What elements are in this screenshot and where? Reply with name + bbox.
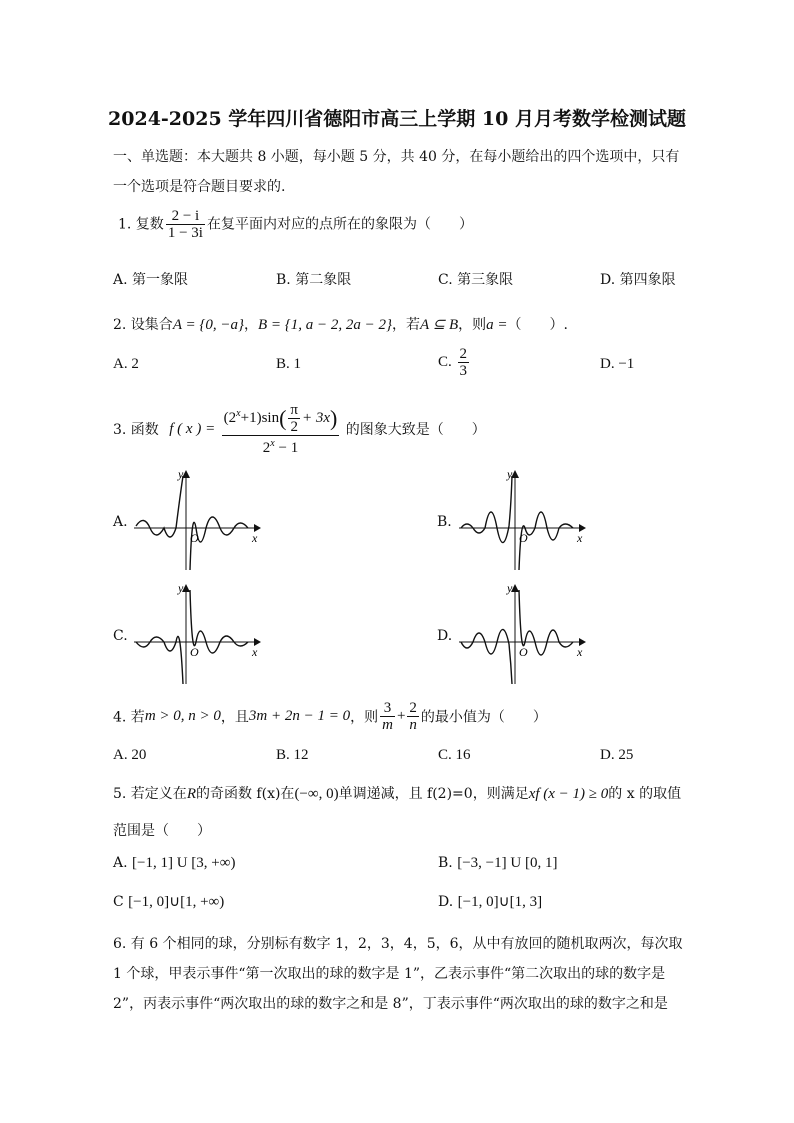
q2-option-d: D. −1 [600, 356, 635, 372]
q2-condition: A ⊆ B [419, 317, 459, 333]
q5-line2: 范围是（ ） [113, 823, 211, 839]
origin-label: O [190, 531, 199, 545]
q2-ask: a = [486, 317, 508, 333]
origin-label: O [519, 645, 528, 659]
q5-option-d-value: [−1, 0]∪[1, 3] [457, 894, 543, 910]
q5-option-b-label: B. [438, 855, 453, 871]
x-axis-label: x [252, 645, 258, 659]
q4-option-c: C. 16 [438, 747, 471, 763]
q3-graph-a [130, 466, 265, 574]
question-2 [113, 314, 568, 334]
q5-R: R [186, 786, 196, 802]
q3-fraction [222, 402, 340, 456]
q4-cond1: m > 0, n > 0 [144, 708, 221, 724]
q3-lhs: f ( x ) = [169, 420, 216, 437]
q4-option-a: A. 20 [113, 747, 147, 763]
q4-option-d: D. 25 [600, 747, 634, 763]
question-3 [113, 402, 486, 456]
y-axis-label: y [178, 581, 184, 595]
q5-interval: (−∞, 0) [294, 786, 339, 802]
q3-graph-c [130, 580, 265, 688]
q1-option-c: C. 第三象限 [438, 272, 514, 288]
q2-sep: ， [243, 317, 258, 333]
q4-mid: ，且 [220, 709, 249, 726]
q2-mid2: ，则 [458, 317, 487, 333]
curve-left [136, 636, 183, 684]
q3-inner-num: π [290, 402, 298, 419]
q3-den-a: 2 [262, 440, 271, 457]
q1-frac-den: 1 − 3i [167, 225, 203, 241]
q5-option-a [113, 855, 235, 872]
question-1 [118, 208, 473, 241]
q1-option-d: D. 第四象限 [600, 272, 676, 288]
q3-inner-den: 2 [290, 419, 298, 436]
q2-mid: ，若 [391, 317, 420, 333]
question-4 [113, 700, 547, 733]
q4-frac-1-num: 3 [380, 700, 395, 717]
q5-inequality: xf (x − 1) ≥ 0 [528, 786, 609, 802]
q2-option-a: A. 2 [113, 356, 139, 372]
q4-post: 的最小值为（ ） [420, 709, 547, 726]
q4-frac-2-num: 2 [409, 700, 417, 716]
q1-fraction [166, 208, 205, 241]
q3-graph-d [455, 580, 590, 688]
q5-option-c-label: C [113, 894, 124, 910]
q1-number: 1. 复数 [118, 216, 164, 233]
q1-frac-num: 2 − i [166, 208, 205, 225]
q4-frac-1-den: m [382, 717, 393, 733]
q5-pre: 5. 若定义在 [113, 786, 187, 802]
q3-den-b: − 1 [274, 440, 299, 457]
q4-frac-2-den: n [409, 717, 417, 733]
q2-option-c-den: 3 [459, 363, 468, 379]
q5-option-b [438, 855, 557, 872]
q5-option-c-value: [−1, 0]∪[1, +∞) [128, 894, 225, 910]
q3-graph-b [455, 466, 590, 574]
q3-inner-fraction [288, 402, 300, 435]
q4-frac-1 [380, 700, 395, 733]
section-intro-line1: 一、单选题：本大题共 8 小题，每小题 5 分，共 40 分，在每小题给出的四个选项中，只有 [113, 149, 680, 165]
q3-graph-a-label: A. [113, 514, 128, 530]
section-intro-line2: 一个选项是符合题目要求的. [113, 179, 286, 195]
q3-graph-d-label: D. [437, 628, 453, 644]
x-axis-label: x [252, 531, 258, 545]
q5-mid1: 的奇函数 f(x)在 [195, 786, 295, 802]
q3-num-sup: x [236, 408, 241, 419]
q2-pre: 2. 设集合 [113, 317, 173, 333]
q3-pre: 3. 函数 [113, 422, 159, 439]
curve-left [461, 629, 512, 684]
y-axis-label: y [178, 467, 184, 481]
q6-line1: 6. 有 6 个相同的球，分别标有数字 1，2，3，4，5，6，从中有放回的随机取两次，每次取 [113, 936, 683, 952]
q1-option-a: A. 第一象限 [113, 272, 189, 288]
q3-num-a: (2 [223, 410, 237, 426]
q3-inner-plus: + 3x [301, 410, 331, 426]
q3-denominator [222, 436, 340, 456]
curve-right [190, 590, 248, 653]
curve-left [461, 476, 512, 543]
q6-line3: 2”，丙表示事件“两次取出的球的数字之和是 8”，丁表示事件“两次取出的球的数字之和是 [113, 996, 668, 1012]
q2-option-c-label: C. [438, 353, 452, 370]
q3-graph-c-label: C. [113, 628, 128, 644]
q3-den-sup: x [270, 438, 275, 450]
q2-option-c-num: 2 [459, 346, 468, 362]
curve-right [190, 517, 248, 570]
q4-frac-2 [407, 700, 419, 733]
y-axis-label: y [507, 467, 513, 481]
q3-graph-b-label: B. [437, 514, 452, 530]
q4-cond2: 3m + 2n − 1 = 0 [248, 708, 351, 724]
q2-option-b: B. 1 [276, 356, 302, 372]
page-title: 2024-2025 学年四川省德阳市高三上学期 10 月月考数学检测试题 [108, 108, 686, 130]
q5-option-c [113, 892, 224, 911]
origin-label: O [519, 531, 528, 545]
q4-mid2: ，则 [350, 709, 379, 726]
q4-plus: + [396, 708, 406, 724]
q5-option-a-label: A. [113, 855, 128, 871]
q2-option-c-fraction [458, 346, 470, 379]
q1-option-b: B. 第二象限 [276, 272, 352, 288]
q3-numerator: $(2^x+1)\sin$( $\frac{\pi}{2}$ + 3x) [223, 402, 338, 436]
question-5 [113, 783, 681, 803]
q2-option-c [438, 346, 471, 379]
q5-option-b-value: [−3, −1] U [0, 1] [457, 855, 558, 871]
q4-pre: 4. 若 [113, 709, 145, 726]
q5-option-d-label: D. [438, 894, 454, 910]
q5-mid2: 单调递减，且 f(2)=0，则满足 [338, 786, 529, 802]
q4-option-b: B. 12 [276, 747, 309, 763]
x-axis-label: x [577, 531, 583, 545]
q2-set-b: B = {1, a − 2, 2a − 2} [257, 317, 392, 333]
q5-post: 的 x 的取值 [608, 786, 682, 802]
origin-label: O [190, 645, 199, 659]
q1-text: 在复平面内对应的点所在的象限为（ ） [206, 216, 473, 233]
q2-post: （ ）. [507, 317, 568, 333]
q2-set-a: A = {0, −a} [172, 317, 244, 333]
q6-line2: 1 个球，甲表示事件“第一次取出的球的数字是 1”，乙表示事件“第二次取出的球的数字是 [113, 966, 666, 982]
q3-post: 的图象大致是（ ） [345, 422, 486, 439]
q3-num-b: +1)sin [240, 410, 280, 426]
q5-option-a-value: [−1, 1] U [3, +∞) [132, 855, 236, 871]
x-axis-label: x [577, 645, 583, 659]
q5-option-d [438, 892, 542, 911]
y-axis-label: y [507, 581, 513, 595]
